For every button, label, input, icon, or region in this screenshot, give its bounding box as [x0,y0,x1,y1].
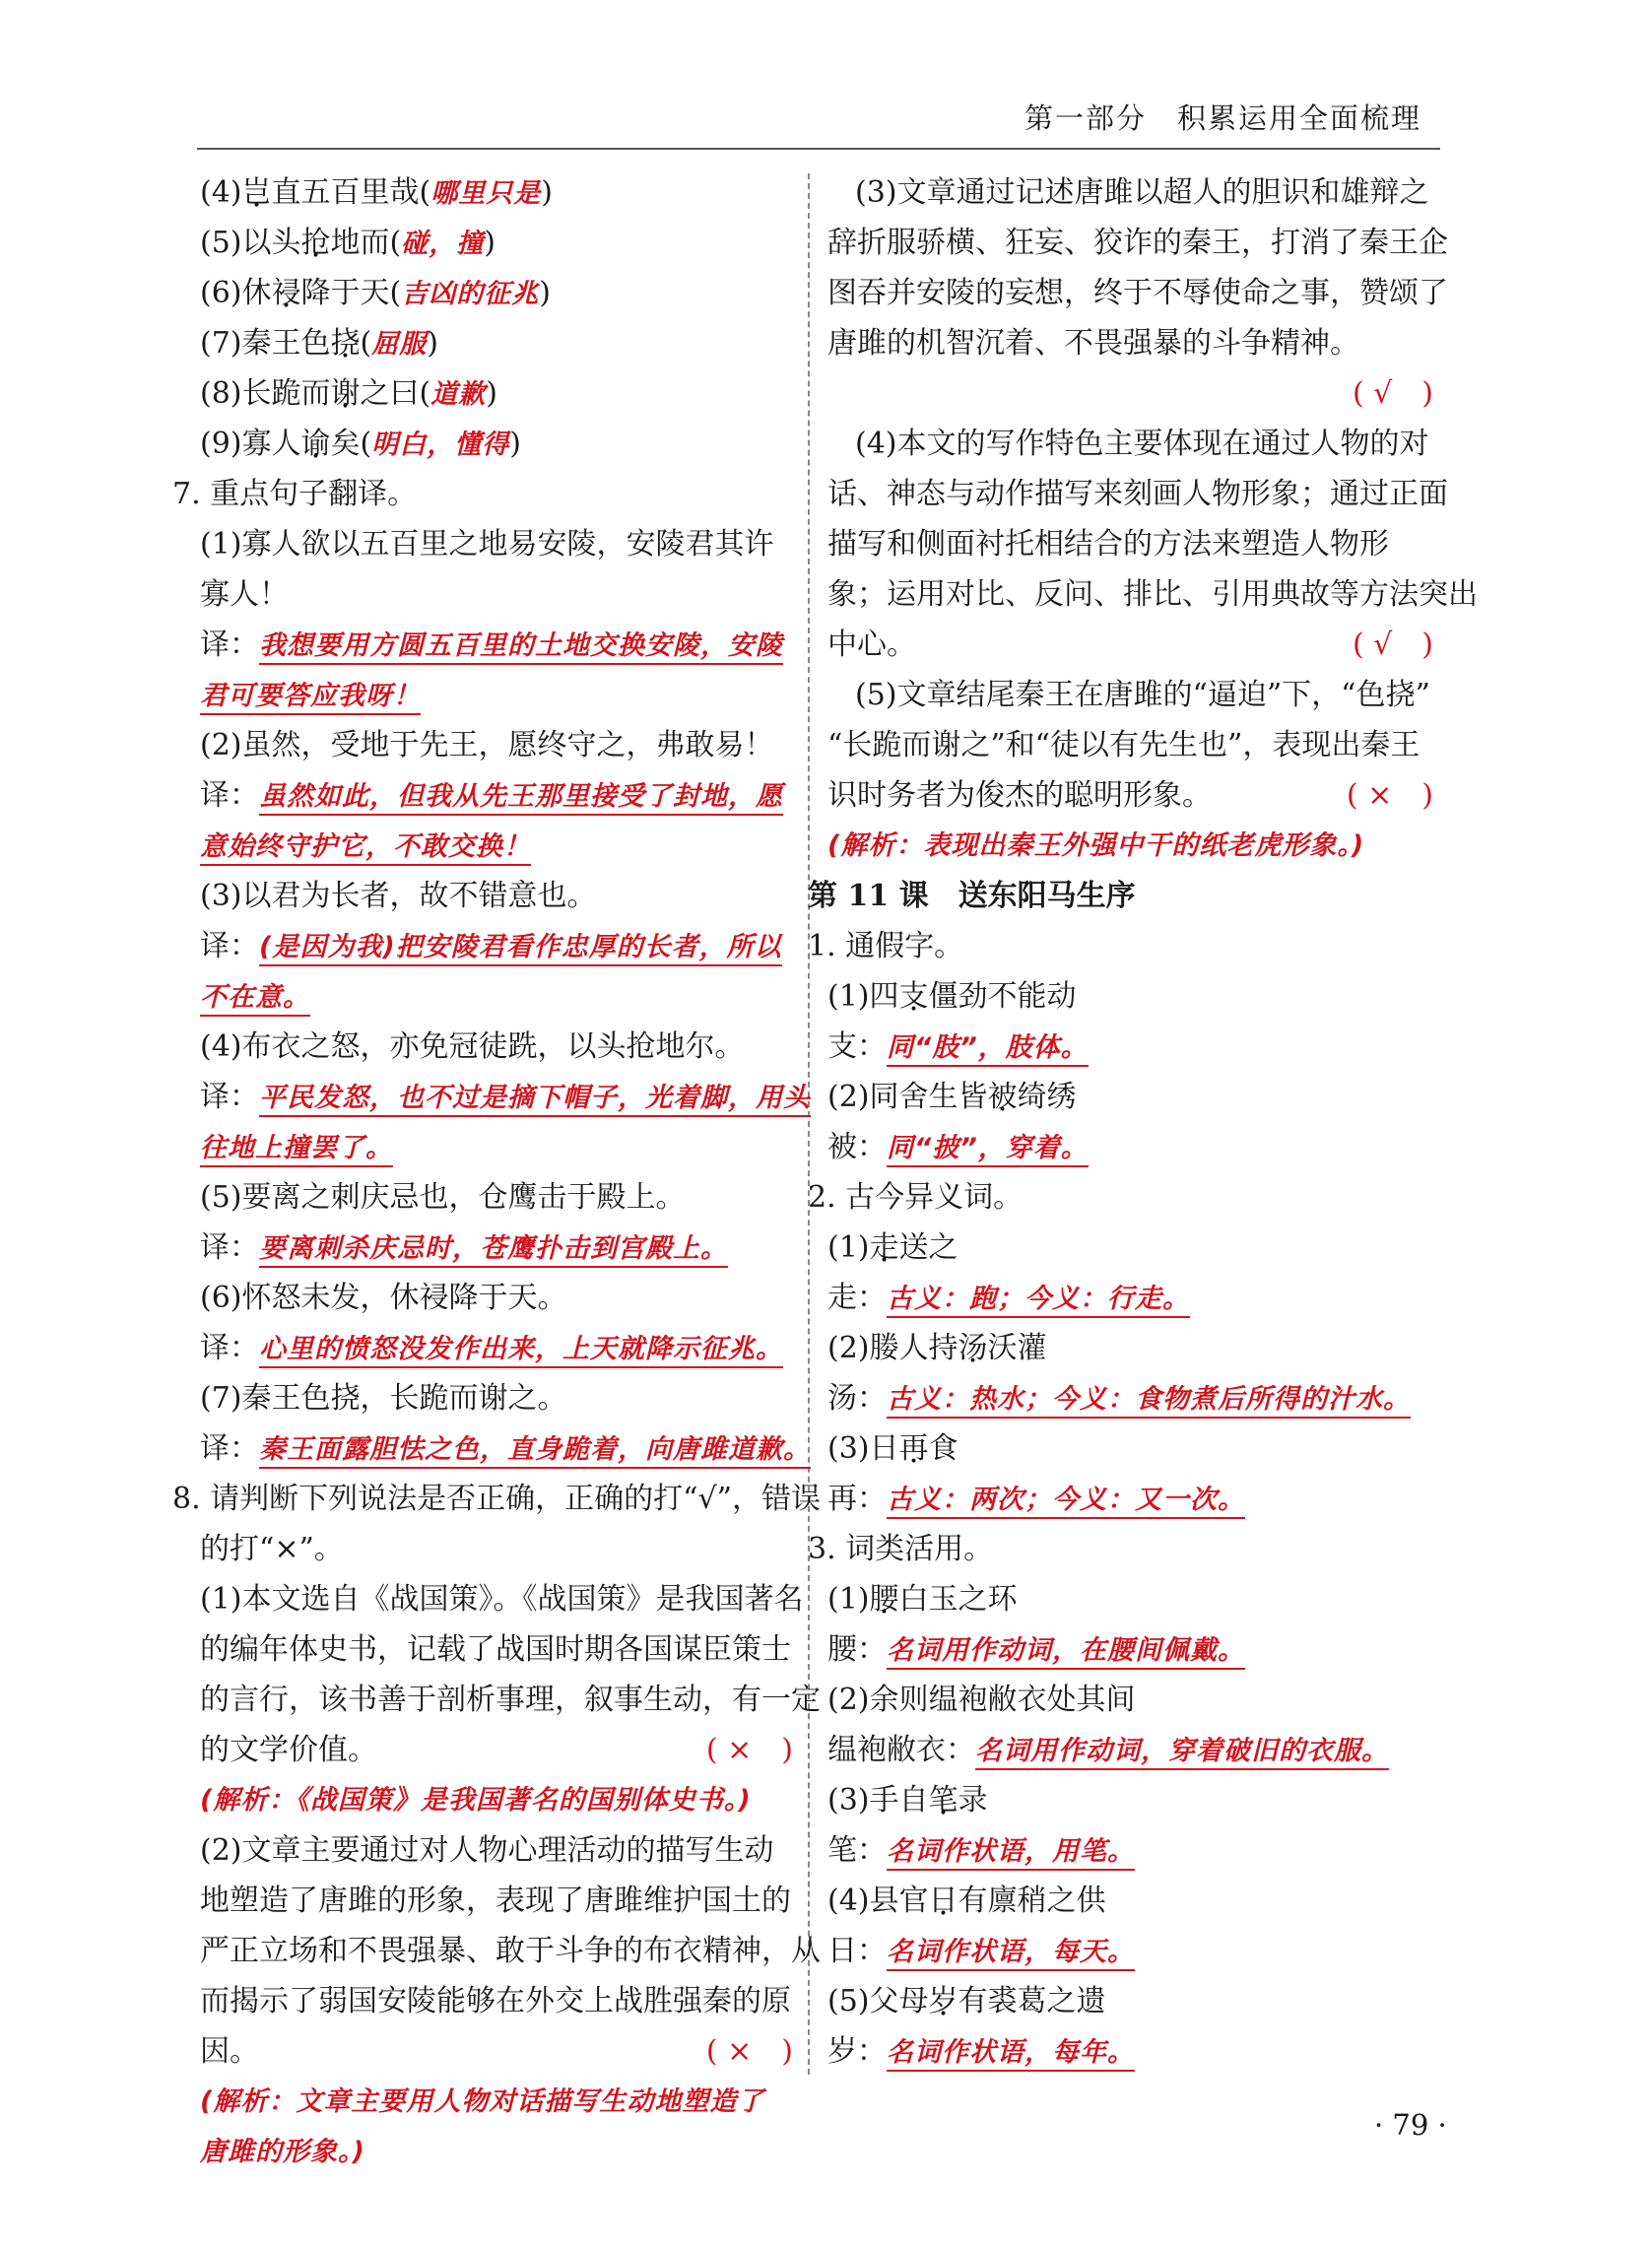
lesson-title: 第 11 课 送东阳马生序 [808,879,1136,913]
statement: 的编年体史书，记载了战国时期各国谋臣策士 [200,1632,791,1667]
page-number: · 79 · [1374,2108,1447,2142]
explanation: (解析：表现出秦王外强中干的纸老虎形象。) [827,830,1365,861]
source-sentence: (2)虽然，受地于先王，愿终守之，弗敢易！ [200,728,774,762]
statement: 的言行，该书善于剖析事理，叙事生动，有一定 [200,1683,821,1717]
header-rule [197,148,1440,150]
explanation: (解析：《战国策》是我国著名的国别体史书。) [200,1785,752,1816]
question-heading: 7. 重点句子翻译。 [172,477,418,511]
source-sentence: (1)寡人欲以五百里之地易安陵，安陵君其许 [200,527,774,562]
answer-line: 岁：名词作状语，每年。 [827,2026,1443,2077]
translation: 译：平民发怒，也不过是摘下帽子，光着脚，用头 [172,1072,803,1122]
statement: 中心。 ( √ ) [827,620,1443,670]
explanation: 唐雎的形象。) [200,2137,365,2167]
answer-line: 日：名词作状语，每天。 [827,1926,1443,1976]
question-heading: 8. 请判断下列说法是否正确，正确的打“√”，错误 [172,1482,821,1516]
explanation: (解析：文章主要用人物对话描写生动地塑造了 [200,2086,765,2117]
statement: (3)文章通过记述唐雎以超人的胆识和雄辩之 [855,175,1429,210]
judgement-mark: ( √ ) [1352,628,1433,662]
translation: 译：心里的愤怒没发作出来，上天就降示征兆。 [172,1323,803,1373]
answer-line: 走：古义：跑；今义：行走。 [827,1273,1443,1323]
statement: 识时务者为俊杰的聪明形象。 ( × ) [827,770,1443,821]
translation: 意始终守护它，不敢交换！ [172,821,803,871]
answer-line: 支：同“肢”，肢体。 [827,1022,1443,1072]
item-line: (3)日再食 [827,1431,958,1466]
translation: 译：我想要用方圆五百里的土地交换安陵，安陵 [172,620,803,670]
statement: (4)本文的写作特色主要体现在通过人物的对 [855,427,1429,461]
item-line: (7)秦王色挠(屈服) [200,326,438,361]
translation: 往地上撞罢了。 [172,1122,803,1172]
item-line: (4)县官日有廪稍之供 [827,1884,1106,1918]
answer-line: 被：同“披”，穿着。 [827,1122,1443,1172]
statement: (5)文章结尾秦王在唐雎的“逼迫”下，“色挠” [855,678,1430,712]
source-sentence: 寡人！ [200,577,289,612]
translation: 译：要离刺杀庆忌时，苍鹰扑击到宫殿上。 [172,1223,803,1273]
judgement-mark: ( √ ) [1352,376,1433,411]
question-heading: 1. 通假字。 [808,929,964,963]
statement: 描写和侧面衬托相结合的方法来塑造人物形 [827,527,1389,562]
item-line: (1)腰白玉之环 [827,1582,1018,1617]
statement: 唐雎的机智沉着、不畏强暴的斗争精神。 [827,326,1359,361]
answer-line: 汤：古义：热水；今义：食物煮后所得的汁水。 [827,1373,1443,1423]
item-line: (1)四支僵劲不能动 [827,979,1077,1014]
translation: 译：秦王面露胆怯之色，直身跪着，向唐雎道歉。 [172,1423,803,1474]
item-line: (9)寡人谕矣(明白，懂得) [200,427,521,461]
column-divider [808,173,810,2075]
statement: 因。 ( × ) [172,2026,803,2077]
question-heading: 3. 词类活用。 [808,1532,994,1566]
source-sentence: (4)布衣之怒，亦免冠徒跣，以头抢地尔。 [200,1029,745,1064]
source-sentence: (7)秦王色挠，长跪而谢之。 [200,1381,567,1416]
left-column [172,167,821,2177]
item-line: (1)走送之 [827,1230,958,1265]
source-sentence: (5)要离之刺庆忌也，仓鹰击于殿上。 [200,1180,686,1215]
translation: 不在意。 [172,971,803,1022]
answer-line: 笔：名词作状语，用笔。 [827,1825,1443,1876]
item-line: (8)长跪而谢之曰(道歉) [200,376,497,411]
item-line: (6)休祲降于天(吉凶的征兆) [200,276,551,310]
item-line: (4)岂直五百里哉(哪里只是) [200,175,553,210]
right-column [808,167,1478,2077]
translation: 译：(是因为我)把安陵君看作忠厚的长者，所以 [172,921,803,971]
statement: 的文学价值。 ( × ) [172,1725,803,1775]
judgement-mark: ( × ) [1346,778,1433,813]
translation: 译：虽然如此，但我从先王那里接受了封地，愿 [172,770,803,821]
running-header: 第一部分 积累运用全面梳理 [1024,101,1422,135]
judgement-mark: ( × ) [705,1733,793,1767]
statement: 辞折服骄横、狂妄、狡诈的秦王，打消了秦王企 [827,226,1448,260]
item-line: (2)媵人持汤沃灌 [827,1331,1047,1365]
question-heading: 2. 古今异义词。 [808,1180,1024,1215]
statement: 象；运用对比、反问、排比、引用典故等方法突出 [827,577,1478,612]
item-line: (5)父母岁有裘葛之遗 [827,1984,1106,2018]
answer-line: 腰：名词用作动词，在腰间佩戴。 [827,1624,1443,1675]
statement: 而揭示了弱国安陵能够在外交上战胜强秦的原 [200,1984,791,2018]
source-sentence: (3)以君为长者，故不错意也。 [200,879,597,913]
statement: “长跪而谢之”和“徒以有先生也”，表现出秦王 [827,728,1421,762]
statement: 图吞并安陵的妄想，终于不辱使命之事，赞颂了 [827,276,1448,310]
statement: 话、神态与动作描写来刻画人物形象；通过正面 [827,477,1448,511]
item-line: (2)同舍生皆被绮绣 [827,1080,1077,1114]
judgement-mark: ( × ) [705,2034,793,2069]
question-heading: 的打“×”。 [200,1532,344,1566]
statement: 地塑造了唐雎的形象，表现了唐雎维护国土的 [200,1884,791,1918]
statement: (1)本文选自《战国策》。《战国策》是我国著名 [200,1582,804,1617]
item-line: (5)以头抢地而(碰，撞) [200,226,496,260]
statement: 严正立场和不畏强暴、敢于斗争的布衣精神，从 [200,1934,821,1968]
statement: (2)文章主要通过对人物心理活动的描写生动 [200,1833,774,1868]
item-line: (3)手自笔录 [827,1783,988,1818]
item-line: (2)余则缊袍敝衣处其间 [827,1683,1136,1717]
answer-line: 缊袍敝衣：名词用作动词，穿着破旧的衣服。 [827,1725,1443,1775]
translation: 君可要答应我呀！ [172,670,803,720]
answer-line: 再：古义：两次；今义：又一次。 [827,1474,1443,1524]
source-sentence: (6)怀怒未发，休祲降于天。 [200,1281,567,1315]
statement [827,368,1443,419]
